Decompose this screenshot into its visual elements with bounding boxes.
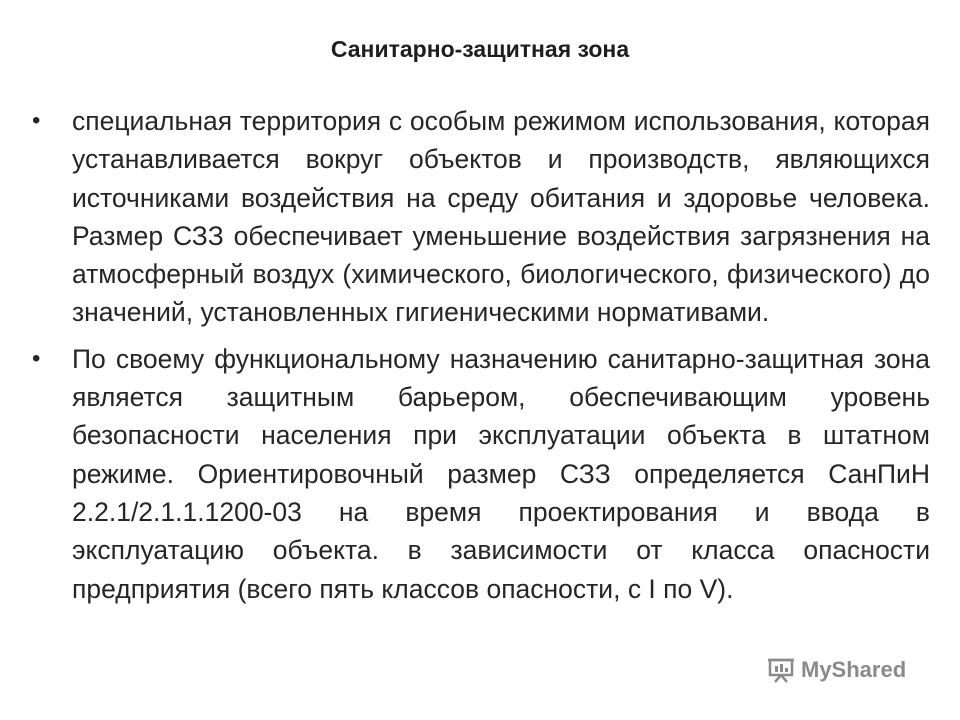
bullet-text: По своему функциональному назначению санитарно-защитная зона является защитным барьером, обеспечивающим уровень безопасности населения при эксплуатации объекта в штатном режиме. Ориентировочный размер СЗЗ определяется СанПиН 2.2.1/2.1.1.1200-03 на время проектирования и ввода в эксплуатацию объекта. в зависимости от класса опасности предприятия (всего пять классов опасности, с I по V). [72,343,930,604]
watermark-logo [767,657,906,683]
bullet-list [30,102,930,616]
presentation-board-icon [767,657,795,683]
slide-title: Санитарно-защитная зона [330,36,630,62]
watermark-text: MyShared [801,657,907,682]
bullet-item-definition [30,102,930,332]
bullet-item-function [30,340,930,608]
bullet-dot-icon: • [32,107,41,134]
bullet-dot-icon: • [32,344,41,372]
bullet-text: специальная территория с особым режимом использования, которая устанавливается вокруг объектов и производств, являющихся источниками воздействия на среду обитания и здоровье человека. Размер СЗЗ обеспечивает уменьшение воздействия загрязнения на атмосферный воздух (химического, биологического, физического) до значений, установленных гигиеническими нормативами. [72,106,930,328]
